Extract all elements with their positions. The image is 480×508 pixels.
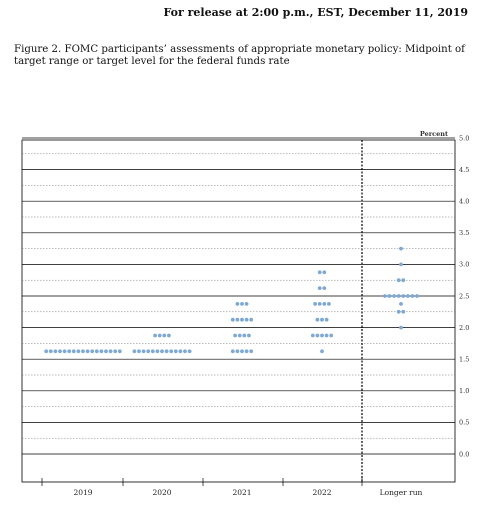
- participant-dot: [137, 349, 141, 353]
- participant-dot: [174, 349, 178, 353]
- participant-dot: [100, 349, 104, 353]
- participant-dot: [179, 349, 183, 353]
- participant-dot: [236, 349, 240, 353]
- participant-dot: [54, 349, 58, 353]
- participant-dot: [249, 318, 253, 322]
- x-category-label: 2020: [152, 488, 172, 497]
- participant-dot: [95, 349, 99, 353]
- y-tick-label: 2.0: [459, 323, 470, 332]
- participant-dot: [415, 294, 419, 298]
- participant-dot: [188, 349, 192, 353]
- participant-dot: [316, 334, 320, 338]
- participant-dot: [392, 294, 396, 298]
- participant-dot: [399, 302, 403, 306]
- participant-dot: [63, 349, 67, 353]
- participant-dot: [151, 349, 155, 353]
- participant-dot: [49, 349, 53, 353]
- participant-dot: [118, 349, 122, 353]
- participant-dot: [242, 334, 246, 338]
- participant-dot: [90, 349, 94, 353]
- x-category-label: 2019: [73, 488, 93, 497]
- participant-dot: [183, 349, 187, 353]
- participant-dot: [397, 294, 401, 298]
- figure-title: Figure 2. FOMC participants’ assessments of appropriate monetary policy: Midpoint of target range or target level for the federal funds rate: [14, 44, 465, 67]
- participant-dot: [113, 349, 117, 353]
- participant-dot: [146, 349, 150, 353]
- plot-frame: [22, 140, 455, 482]
- release-note: For release at 2:00 p.m., EST, December 11, 2019: [163, 6, 468, 19]
- participant-dot: [320, 334, 324, 338]
- participant-dot: [231, 349, 235, 353]
- participant-dot: [167, 334, 171, 338]
- y-tick-label: 3.5: [459, 229, 470, 238]
- participant-dot: [109, 349, 113, 353]
- participant-dot: [327, 302, 331, 306]
- participant-dot: [388, 294, 392, 298]
- y-tick-label: 0.0: [459, 450, 470, 459]
- participant-dot: [316, 318, 320, 322]
- y-tick-label: 1.0: [459, 387, 470, 396]
- participant-dot: [313, 302, 317, 306]
- y-tick-label: 3.0: [459, 260, 470, 269]
- participant-dot: [165, 349, 169, 353]
- y-tick-label: 0.5: [459, 418, 470, 427]
- participant-dot: [329, 334, 333, 338]
- participant-dot: [44, 349, 48, 353]
- participant-dot: [318, 270, 322, 274]
- participant-dot: [320, 318, 324, 322]
- participant-dot: [240, 302, 244, 306]
- participant-dot: [249, 349, 253, 353]
- participant-dot: [401, 310, 405, 314]
- y-axis-label: Percent: [419, 130, 448, 138]
- participant-dot: [81, 349, 85, 353]
- participant-dot: [156, 349, 160, 353]
- participant-dot: [104, 349, 108, 353]
- participant-dot: [318, 286, 322, 290]
- participant-dot: [411, 294, 415, 298]
- participant-dot: [247, 334, 251, 338]
- participant-dot: [322, 302, 326, 306]
- y-tick-label: 4.5: [459, 165, 470, 174]
- participant-dot: [72, 349, 76, 353]
- y-tick-label: 4.0: [459, 197, 470, 206]
- participant-dot: [236, 302, 240, 306]
- x-category-label: Longer run: [379, 488, 423, 497]
- participant-dot: [133, 349, 137, 353]
- participant-dot: [401, 278, 405, 282]
- participant-dot: [397, 310, 401, 314]
- participant-dot: [58, 349, 62, 353]
- participant-dot: [236, 318, 240, 322]
- participant-dot: [245, 349, 249, 353]
- participant-dot: [399, 247, 403, 251]
- participant-dot: [322, 286, 326, 290]
- participant-dot: [233, 334, 237, 338]
- participant-dot: [322, 270, 326, 274]
- participant-dot: [240, 349, 244, 353]
- participant-dot: [238, 334, 242, 338]
- participant-dot: [320, 349, 324, 353]
- participant-dot: [153, 334, 157, 338]
- participant-dot: [86, 349, 90, 353]
- y-tick-label: 2.5: [459, 292, 470, 301]
- participant-dot: [160, 349, 164, 353]
- participant-dot: [142, 349, 146, 353]
- participant-dot: [325, 318, 329, 322]
- participant-dot: [245, 318, 249, 322]
- y-tick-label: 5.0: [459, 134, 470, 143]
- participant-dot: [383, 294, 387, 298]
- participant-dot: [397, 278, 401, 282]
- participant-dot: [401, 294, 405, 298]
- y-tick-label: 1.5: [459, 355, 470, 364]
- participant-dot: [406, 294, 410, 298]
- participant-dot: [67, 349, 71, 353]
- participant-dot: [162, 334, 166, 338]
- x-category-label: 2021: [232, 488, 252, 497]
- participant-dot: [231, 318, 235, 322]
- participant-dot: [399, 263, 403, 267]
- x-category-label: 2022: [312, 488, 332, 497]
- participant-dot: [325, 334, 329, 338]
- participant-dot: [311, 334, 315, 338]
- participant-dot: [77, 349, 81, 353]
- participant-dot: [245, 302, 249, 306]
- participant-dot: [318, 302, 322, 306]
- participant-dot: [399, 326, 403, 330]
- participant-dot: [240, 318, 244, 322]
- participant-dot: [158, 334, 162, 338]
- participant-dot: [169, 349, 173, 353]
